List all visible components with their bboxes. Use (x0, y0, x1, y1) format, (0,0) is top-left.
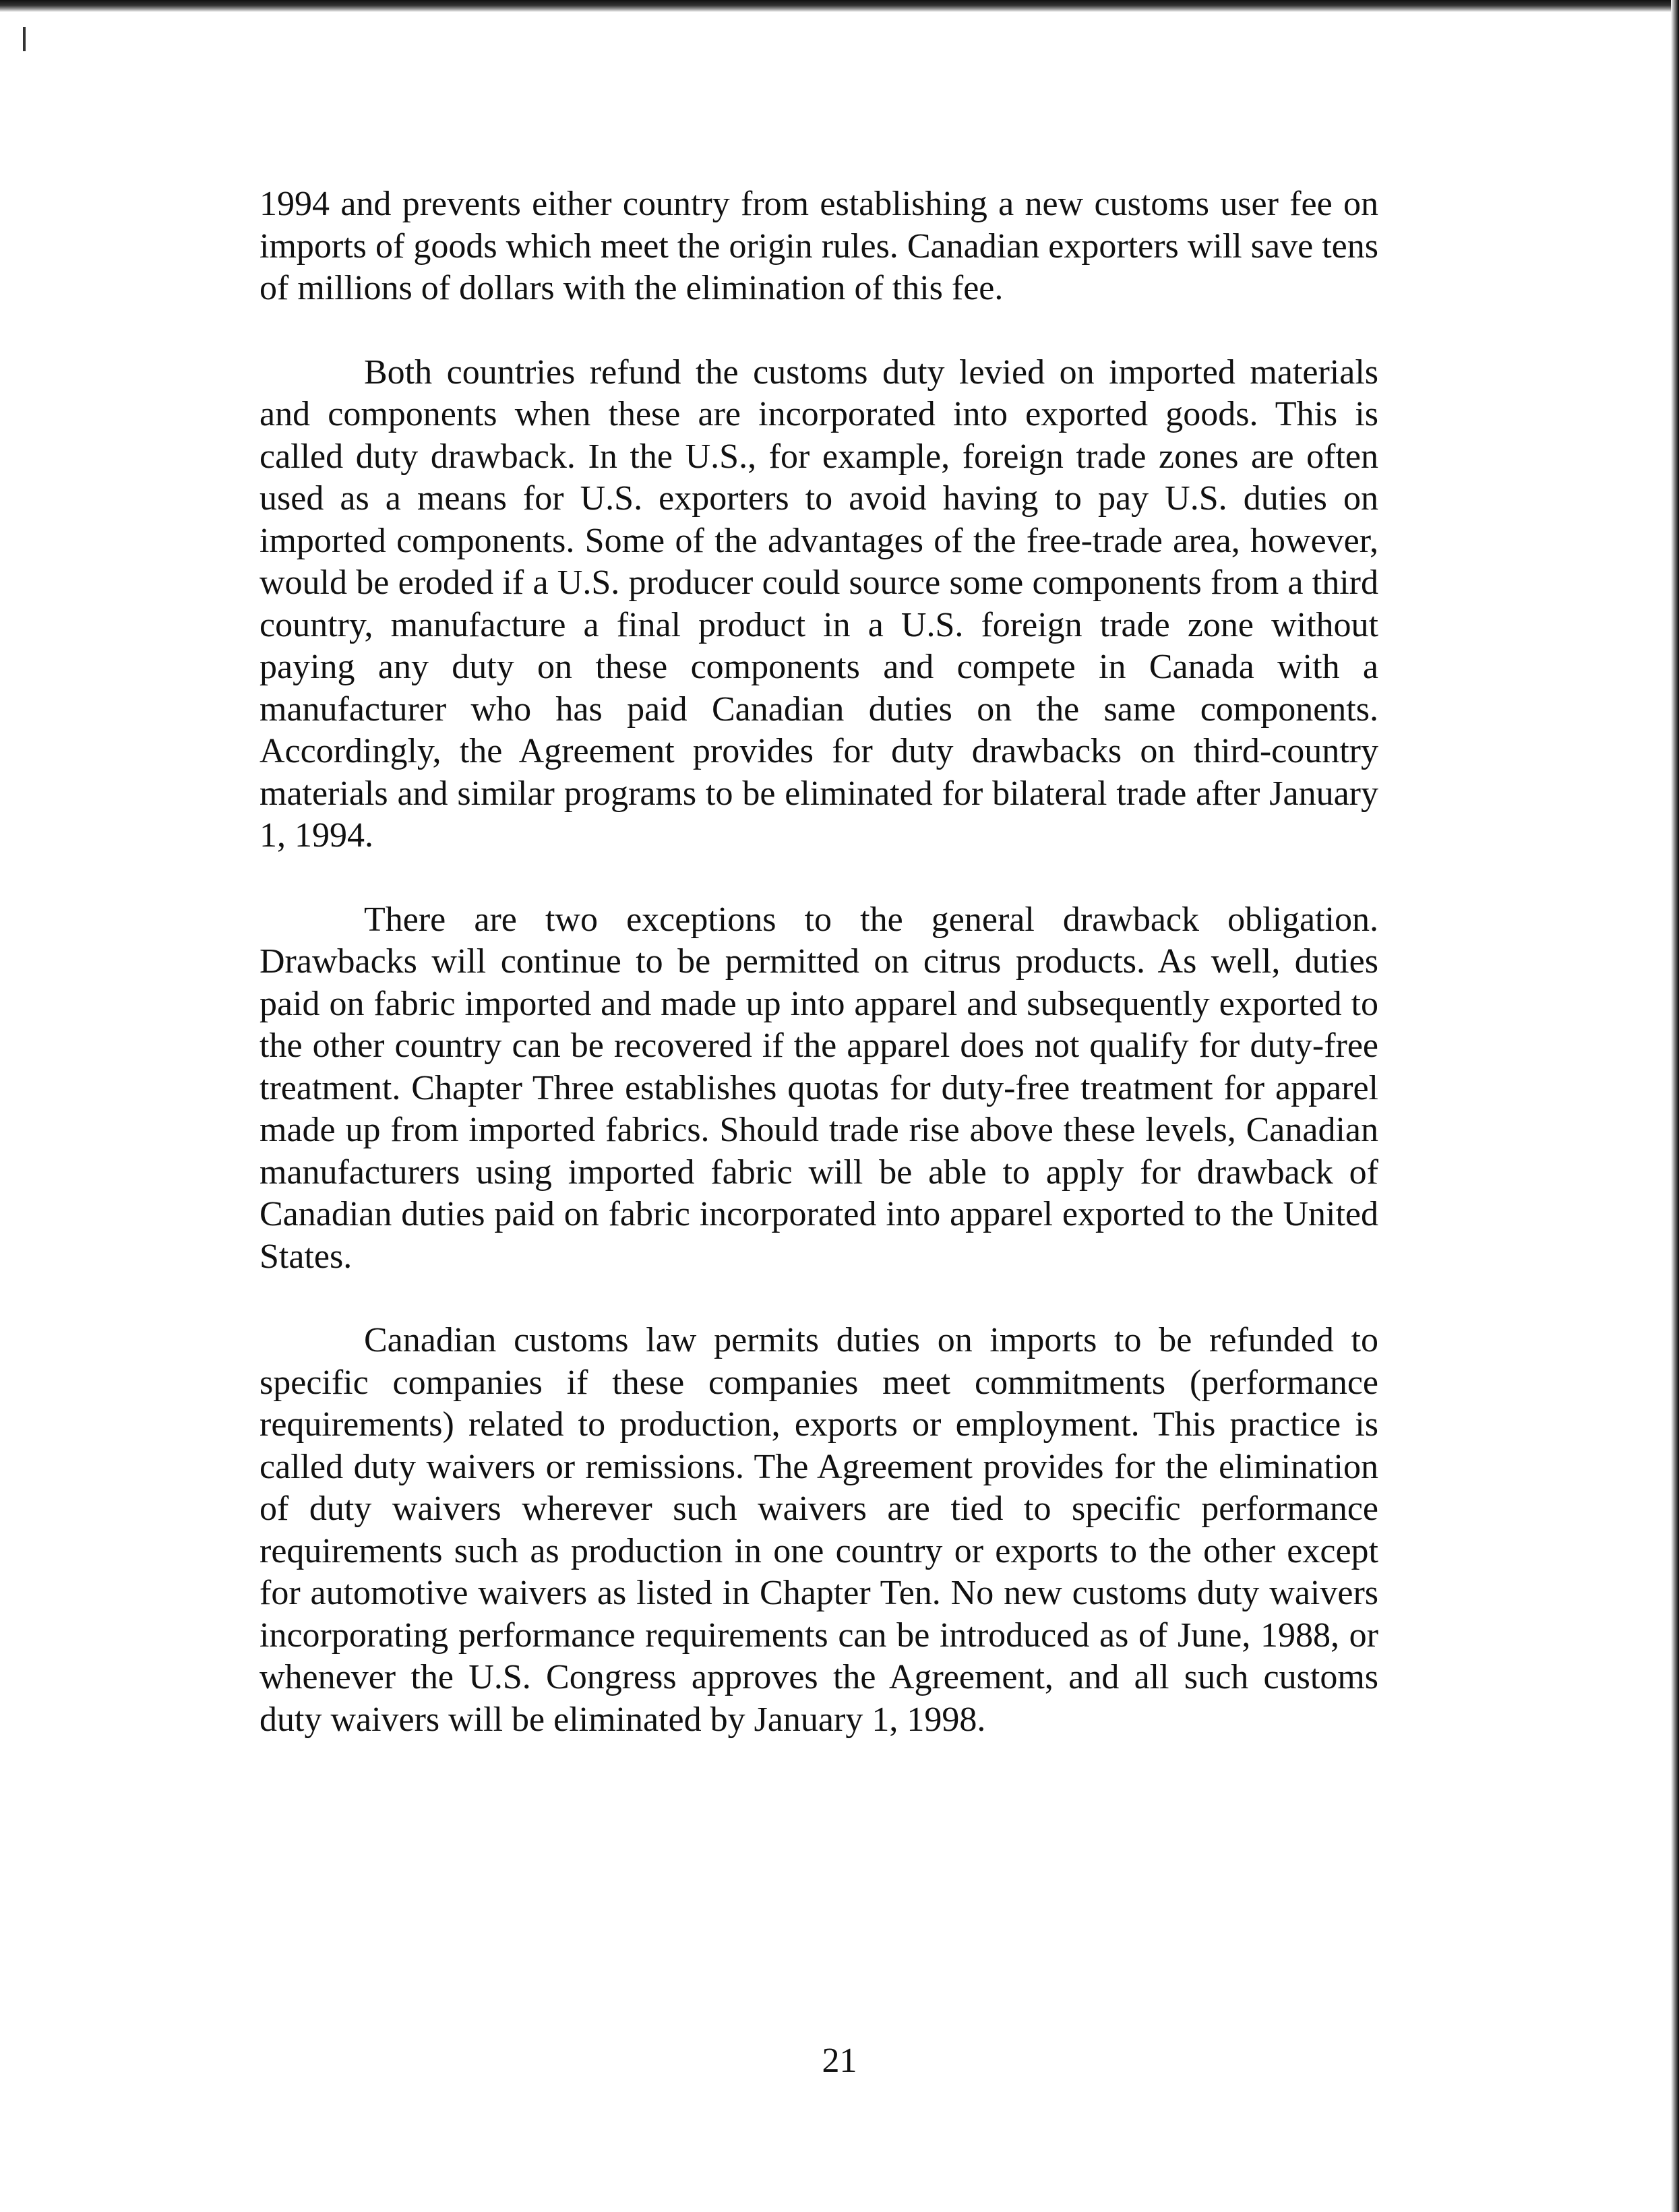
page-number: 21 (822, 2041, 857, 2080)
page-body (260, 183, 1378, 1783)
scan-edge-top (0, 0, 1679, 12)
paragraph-2: Both countries refund the customs duty levied on imported materials and components when these are incorporated into exported goods. This is called duty drawback. In the U.S., for example, foreign trade zones are often used as a means for U.S. exporters to avoid having to pay U.S. duties on imported components. Some of the advantages of the free-trade area, however, would be eroded if a U.S. producer could source some components from a third country, manufacture a final product in a U.S. foreign trade zone without paying any duty on these components and compete in Canada with a manufacturer who has paid Canadian duties on the same components. Accordingly, the Agreement provides for duty drawbacks on third-country materials and similar programs to be eliminated for bilateral trade after January 1, 1994. (260, 352, 1378, 855)
scan-edge-right (1671, 0, 1679, 2212)
scan-mark (23, 27, 26, 51)
paragraph-4: Canadian customs law permits duties on imports to be refunded to specific companies if these companies meet commitments (performance requirements) related to production, exports or employment. This practice is called duty waivers or remissions. The Agreement provides for the elimination of duty waivers wherever such waivers are tied to specific performance requirements such as production in one country or exports to the other except for automotive waivers as listed in Chapter Ten. No new customs duty waivers incorporating performance requirements can be introduced as of June, 1988, or whenever the U.S. Congress approves the Agreement, and all such customs duty waivers will be eliminated by January 1, 1998. (260, 1321, 1378, 1739)
paragraph-3: There are two exceptions to the general drawback obligation. Drawbacks will continue to be permitted on citrus products. As well, duties paid on fabric imported and made up into apparel and subsequently exported to the other country can be recovered if the apparel does not qualify for duty-free treatment. Chapter Three establishes quotas for duty-free treatment for apparel made up from imported fabrics. Should trade rise above these levels, Canadian manufacturers using imported fabric will be able to apply for drawback of Canadian duties paid on fabric incorporated into apparel exported to the United States. (260, 900, 1378, 1276)
paragraph-1: 1994 and prevents either country from establishing a new customs user fee on imports of goods which meet the origin rules. Canadian exporters will save tens of millions of dollars with the elimination of this fee. (260, 185, 1378, 307)
